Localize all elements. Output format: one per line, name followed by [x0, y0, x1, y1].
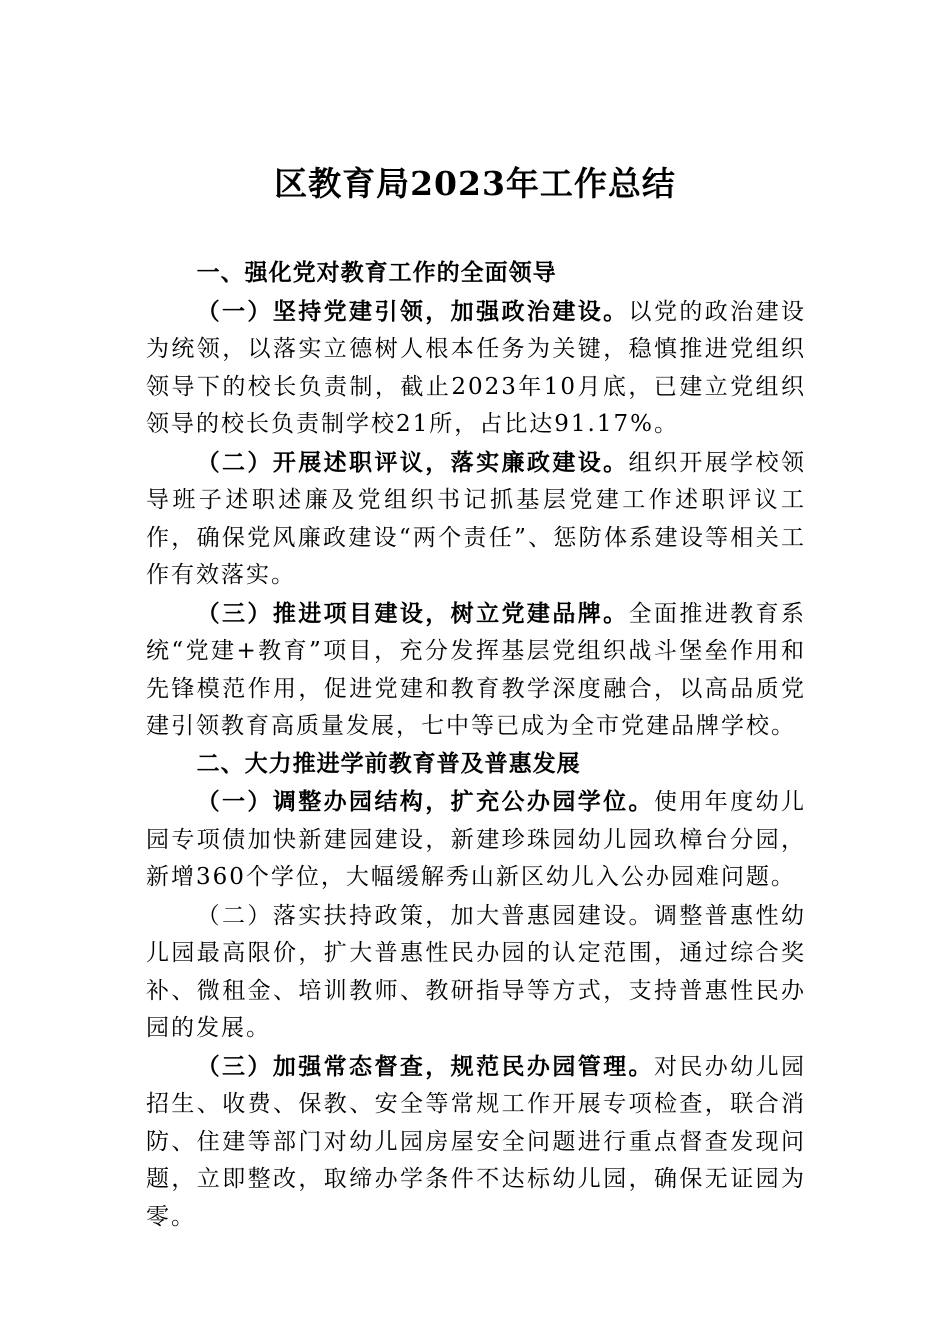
- paragraph-2-1: [146, 783, 806, 897]
- paragraph-1-3: [146, 595, 806, 746]
- paragraph-2-3: [146, 1048, 806, 1237]
- paragraph-lead: （一）调整办园结构，扩充公办园学位。: [196, 788, 654, 815]
- paragraph-1-2: [146, 444, 806, 595]
- paragraph-lead: （二）开展述职评议，落实廉政建设。: [196, 448, 629, 476]
- paragraph-text: （二）落实扶持政策，加大普惠园建设。调整普惠性幼儿园最高限价，扩大普惠性民办园的认定范围，通过综合奖补、微租金、培训教师、教研指导等方式，支持普惠性民办园的发展。: [146, 902, 806, 1041]
- document-body: [146, 255, 806, 1236]
- section-heading-1: 一、强化党对教育工作的全面领导: [196, 260, 557, 286]
- paragraph-2-2: [146, 897, 806, 1048]
- paragraph-text: 以党的政治建设为统领，以落实立德树人根本任务为关键，稳慎推进党组织领导下的校长负责制，截止2023年10月底，已建立党组织领导的校长负责制学校21所，占比达91.17%。: [146, 298, 807, 437]
- paragraph-text: 组织开展学校领导班子述职述廉及党组织书记抓基层党建工作述职评议工作，确保党风廉政建设“两个责任”、惩防体系建设等相关工作有效落实。: [146, 449, 807, 588]
- paragraph-text: 对民办幼儿园招生、收费、保教、安全等常规工作开展专项检查，联合消防、住建等部门对幼儿园房屋安全问题进行重点督查发现问题，立即整改，取缔办学条件不达标幼儿园，确保无证园为零。: [146, 1053, 807, 1230]
- paragraph-lead: （一）坚持党建引领，加强政治建设。: [196, 297, 629, 325]
- paragraph-1-1: [146, 293, 806, 444]
- section-heading-2: 二、大力推进学前教育普及普惠发展: [196, 750, 581, 777]
- paragraph-lead: （三）推进项目建设，树立党建品牌。: [196, 599, 629, 627]
- paragraph-text: 使用年度幼儿园专项债加快新建园建设，新建珍珠园幼儿园玖樟台分园，新增360个学位，大幅缓解秀山新区幼儿入公办园难问题。: [146, 789, 807, 890]
- document-title: 区教育局2023年工作总结: [274, 164, 676, 203]
- paragraph-text: 全面推进教育系统“党建+教育”项目，充分发挥基层党组织战斗堡垒作用和先锋模范作用，促进党建和教育教学深度融合，以高品质党建引领教育高质量发展，七中等已成为全市党建品牌学校。: [146, 600, 807, 739]
- paragraph-lead: （三）加强常态督查，规范民办园管理。: [196, 1052, 654, 1080]
